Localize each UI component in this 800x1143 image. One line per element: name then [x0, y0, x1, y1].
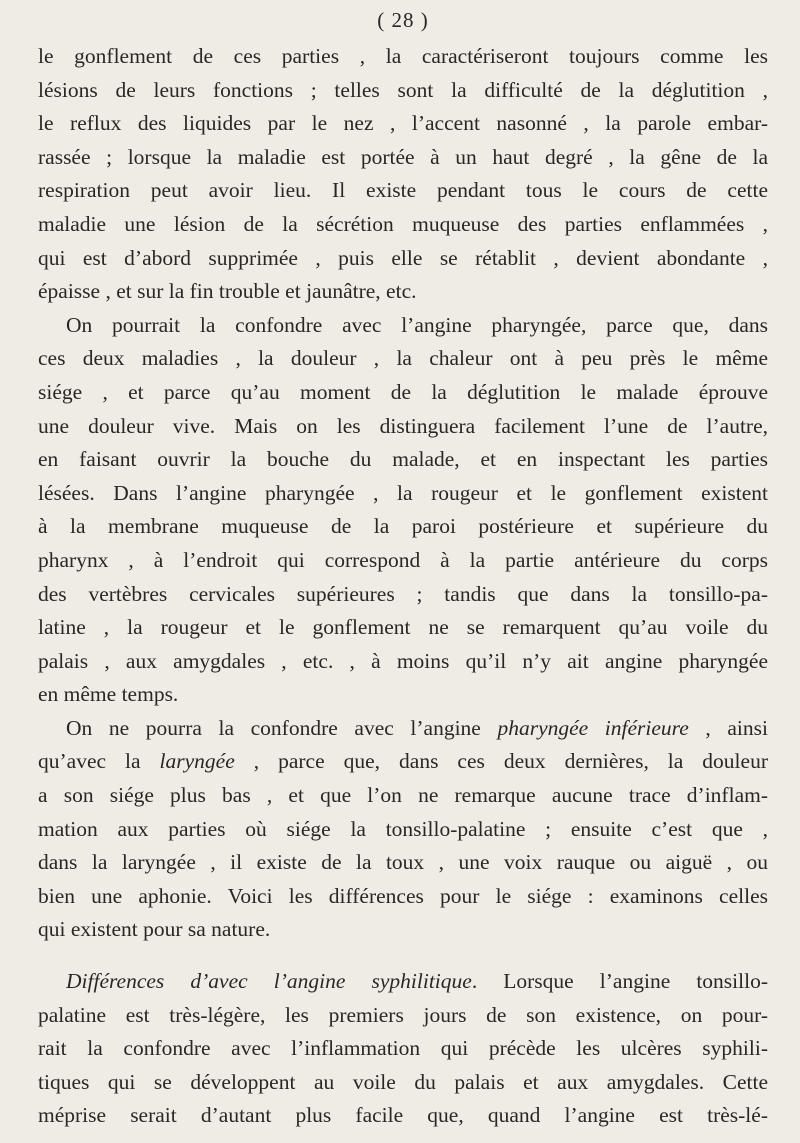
- text-line: dans la laryngée , il existe de la toux , une voix rauque ou aiguë , ou: [38, 850, 768, 875]
- paragraph-3: [38, 712, 768, 947]
- text-line: le reflux des liquides par le nez , l’accent nasonné , la parole embar-: [38, 111, 768, 136]
- page-number: ( 28 ): [377, 8, 429, 32]
- text-line: latine , la rougeur et le gonflement ne se remarquent qu’au voile du: [38, 615, 768, 640]
- text-line: rait la confondre avec l’inflammation qui précède les ulcères syphili-: [38, 1036, 768, 1061]
- text-line: rassée ; lorsque la maladie est portée à un haut degré , la gêne de la: [38, 144, 768, 169]
- text-line: palatine est très-légère, les premiers jours de son existence, on pour-: [38, 1002, 768, 1027]
- text-line: lésions de leurs fonctions ; telles sont la difficulté de la déglutition ,: [38, 77, 768, 102]
- text-line: palais , aux amygdales , etc. , à moins qu’il n’y ait angine pharyngée: [38, 648, 768, 673]
- text-line: respiration peut avoir lieu. Il existe pendant tous le cours de cette: [38, 178, 768, 203]
- text-line: le gonflement de ces parties , la caractériseront toujours comme les: [38, 44, 768, 68]
- italic-term: laryngée: [159, 749, 235, 774]
- text-line: mation aux parties où siége la tonsillo-palatine ; ensuite c’est que ,: [38, 816, 768, 841]
- text-line: des vertèbres cervicales supérieures ; tandis que dans la tonsillo-pa-: [38, 581, 768, 606]
- document-body: [38, 40, 768, 1133]
- paragraph-4: [38, 965, 768, 1133]
- text-line: [38, 712, 768, 746]
- text-run: qu’avec la: [38, 749, 160, 774]
- paragraph-2: [38, 309, 768, 712]
- text-run: On ne pourra la confondre avec l’angine: [66, 715, 498, 740]
- text-line: On pourrait la confondre avec l’angine pharyngée, parce que, dans: [66, 312, 768, 337]
- text-run: , ainsi: [688, 715, 768, 740]
- text-line: ces deux maladies , la douleur , la chaleur ont à peu près le même: [38, 346, 768, 371]
- text-line: qui est d’abord supprimée , puis elle se rétablit , devient abondante ,: [38, 245, 768, 270]
- text-line: [38, 745, 768, 779]
- text-run: . Lorsque l’angine tonsillo-: [471, 969, 768, 994]
- text-line: à la membrane muqueuse de la paroi postérieure et supérieure du: [38, 514, 768, 539]
- text-line: épaisse , et sur la fin trouble et jaunâtre, etc.: [38, 279, 417, 304]
- text-line: en même temps.: [38, 682, 179, 707]
- text-line: siége , et parce qu’au moment de la déglutition le malade éprouve: [38, 379, 768, 404]
- text-line: bien une aphonie. Voici les différences pour le siége : examinons celles: [38, 883, 768, 908]
- paragraph-1: [38, 40, 768, 309]
- text-line: maladie une lésion de la sécrétion muqueuse des parties enflammées ,: [38, 211, 768, 236]
- text-line: qui existent pour sa nature.: [38, 917, 271, 942]
- text-run: , parce que, dans ces deux dernières, la douleur: [234, 749, 768, 774]
- text-line: lésées. Dans l’angine pharyngée , la rougeur et le gonflement existent: [38, 480, 768, 505]
- section-heading: Différences d’avec l’angine syphilitique: [66, 969, 472, 994]
- text-line: une douleur vive. Mais on les distinguera facilement l’une de l’autre,: [38, 413, 768, 438]
- text-line: en faisant ouvrir la bouche du malade, et en inspectant les parties: [38, 447, 768, 472]
- text-line: a son siége plus bas , et que l’on ne remarque aucune trace d’inflam-: [38, 783, 768, 808]
- section-gap: [38, 947, 768, 965]
- text-line: [38, 965, 768, 999]
- italic-term: pharyngée inférieure: [497, 715, 689, 740]
- text-line: tiques qui se développent au voile du palais et aux amygdales. Cette: [38, 1069, 768, 1094]
- text-line: pharynx , à l’endroit qui correspond à la partie antérieure du corps: [38, 547, 768, 572]
- text-line: méprise serait d’autant plus facile que, quand l’angine est très-lé-: [38, 1103, 768, 1128]
